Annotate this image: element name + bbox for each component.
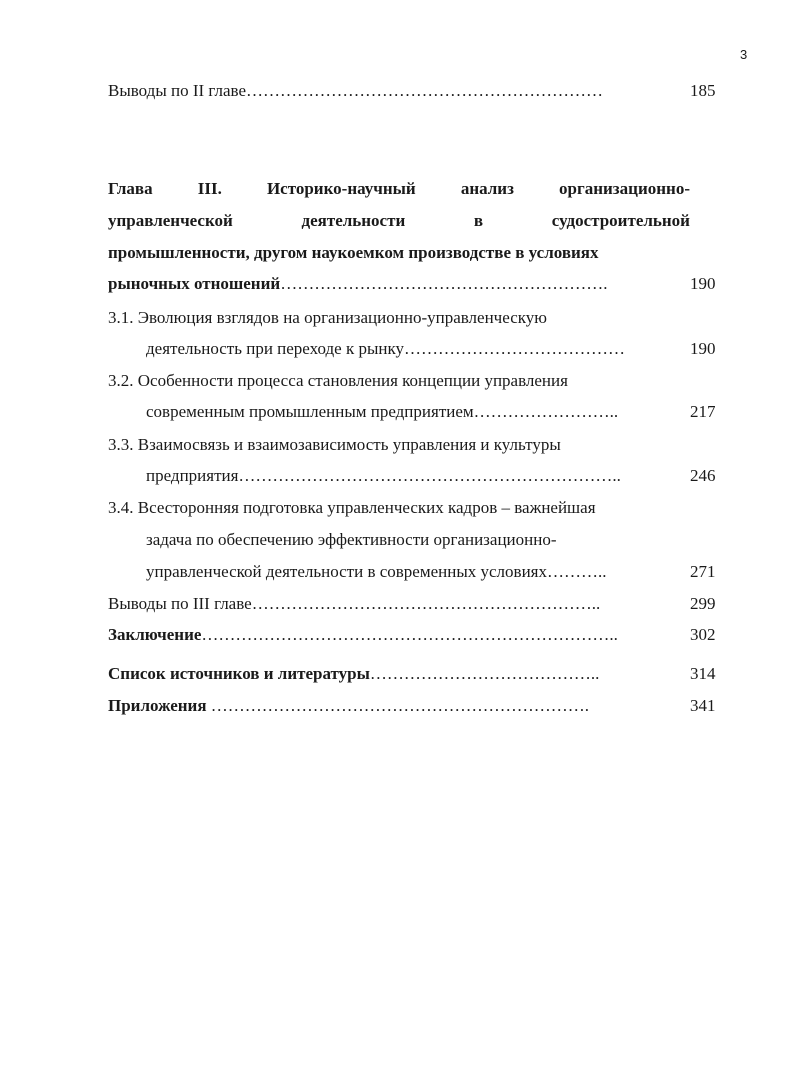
- chapter3-word: Историко-научный: [266, 179, 416, 198]
- toc-entry-3-3-line2[interactable]: предприятия…………………………………………………………..: [146, 466, 621, 485]
- toc-entry-appendices[interactable]: [108, 695, 668, 717]
- chapter3-word: деятельности: [301, 211, 406, 230]
- leader-dots: ………………………………………………………….: [206, 696, 590, 715]
- chapter3-word: судостроительной: [551, 211, 690, 230]
- toc-page-302: 302: [690, 625, 716, 644]
- toc-page-246: 246: [690, 466, 716, 485]
- chapter3-word: управленческой: [108, 211, 233, 230]
- toc-entry-3-4-line2[interactable]: задача по обеспечению эффективности организационно-: [146, 530, 557, 549]
- toc-entry-3-1-line2[interactable]: деятельность при переходе к рынку…………………………………: [146, 339, 625, 358]
- toc-page-341: 341: [690, 696, 716, 715]
- chapter3-word: Глава: [108, 179, 153, 198]
- toc-entry-3-2-line2[interactable]: современным промышленным предприятием……………………..: [146, 402, 619, 421]
- chapter3-title-line4[interactable]: [108, 273, 678, 295]
- leader-dots: ………………………………………………….: [280, 274, 608, 293]
- toc-entry-conclusion[interactable]: [108, 624, 680, 646]
- chapter3-title-line1[interactable]: [108, 178, 690, 200]
- sources-label: Список источников и литературы: [108, 664, 370, 683]
- chapter3-title-line3[interactable]: промышленности, другом наукоемком производстве в условиях: [108, 243, 599, 262]
- toc-entry-3-1-line1[interactable]: 3.1. Эволюция взглядов на организационно-управленческую: [108, 308, 547, 327]
- toc-entry-3-4-line1[interactable]: 3.4. Всесторонняя подготовка управленческих кадров – важнейшая: [108, 498, 596, 517]
- chapter3-title-end: рыночных отношений: [108, 274, 281, 293]
- chapter3-word: анализ: [460, 179, 514, 198]
- toc-entry-3-2-line1[interactable]: 3.2. Особенности процесса становления концепции управления: [108, 371, 568, 390]
- leader-dots: …………………………………..: [369, 664, 600, 683]
- toc-page-190b: 190: [690, 339, 716, 358]
- toc-page-190a: 190: [690, 274, 716, 293]
- chapter3-word: организационно-: [559, 179, 690, 198]
- toc-entry-ch2-conclusions[interactable]: Выводы по II главе………………………………………………………: [108, 81, 604, 100]
- toc-entry-ch3-conclusions[interactable]: Выводы по III главе……………………………………………………..: [108, 594, 601, 613]
- toc-page-217: 217: [690, 402, 716, 421]
- page-number: 3: [740, 47, 748, 62]
- leader-dots: ………………………………………………………………..: [201, 625, 618, 644]
- appendices-label: Приложения: [108, 696, 207, 715]
- toc-page-271: 271: [690, 562, 716, 581]
- conclusion-label: Заключение: [108, 625, 202, 644]
- chapter3-word: III.: [197, 179, 222, 198]
- chapter3-title-line2[interactable]: [108, 210, 690, 232]
- toc-entry-3-3-line1[interactable]: 3.3. Взаимосвязь и взаимозависимость управления и культуры: [108, 435, 561, 454]
- toc-page-185: 185: [690, 81, 716, 100]
- toc-entry-3-4-line3[interactable]: управленческой деятельности в современных условиях………..: [146, 562, 607, 581]
- chapter3-word: в: [473, 211, 484, 230]
- toc-entry-sources[interactable]: [108, 663, 668, 685]
- toc-page-299: 299: [690, 594, 716, 613]
- toc-page-314: 314: [690, 664, 716, 683]
